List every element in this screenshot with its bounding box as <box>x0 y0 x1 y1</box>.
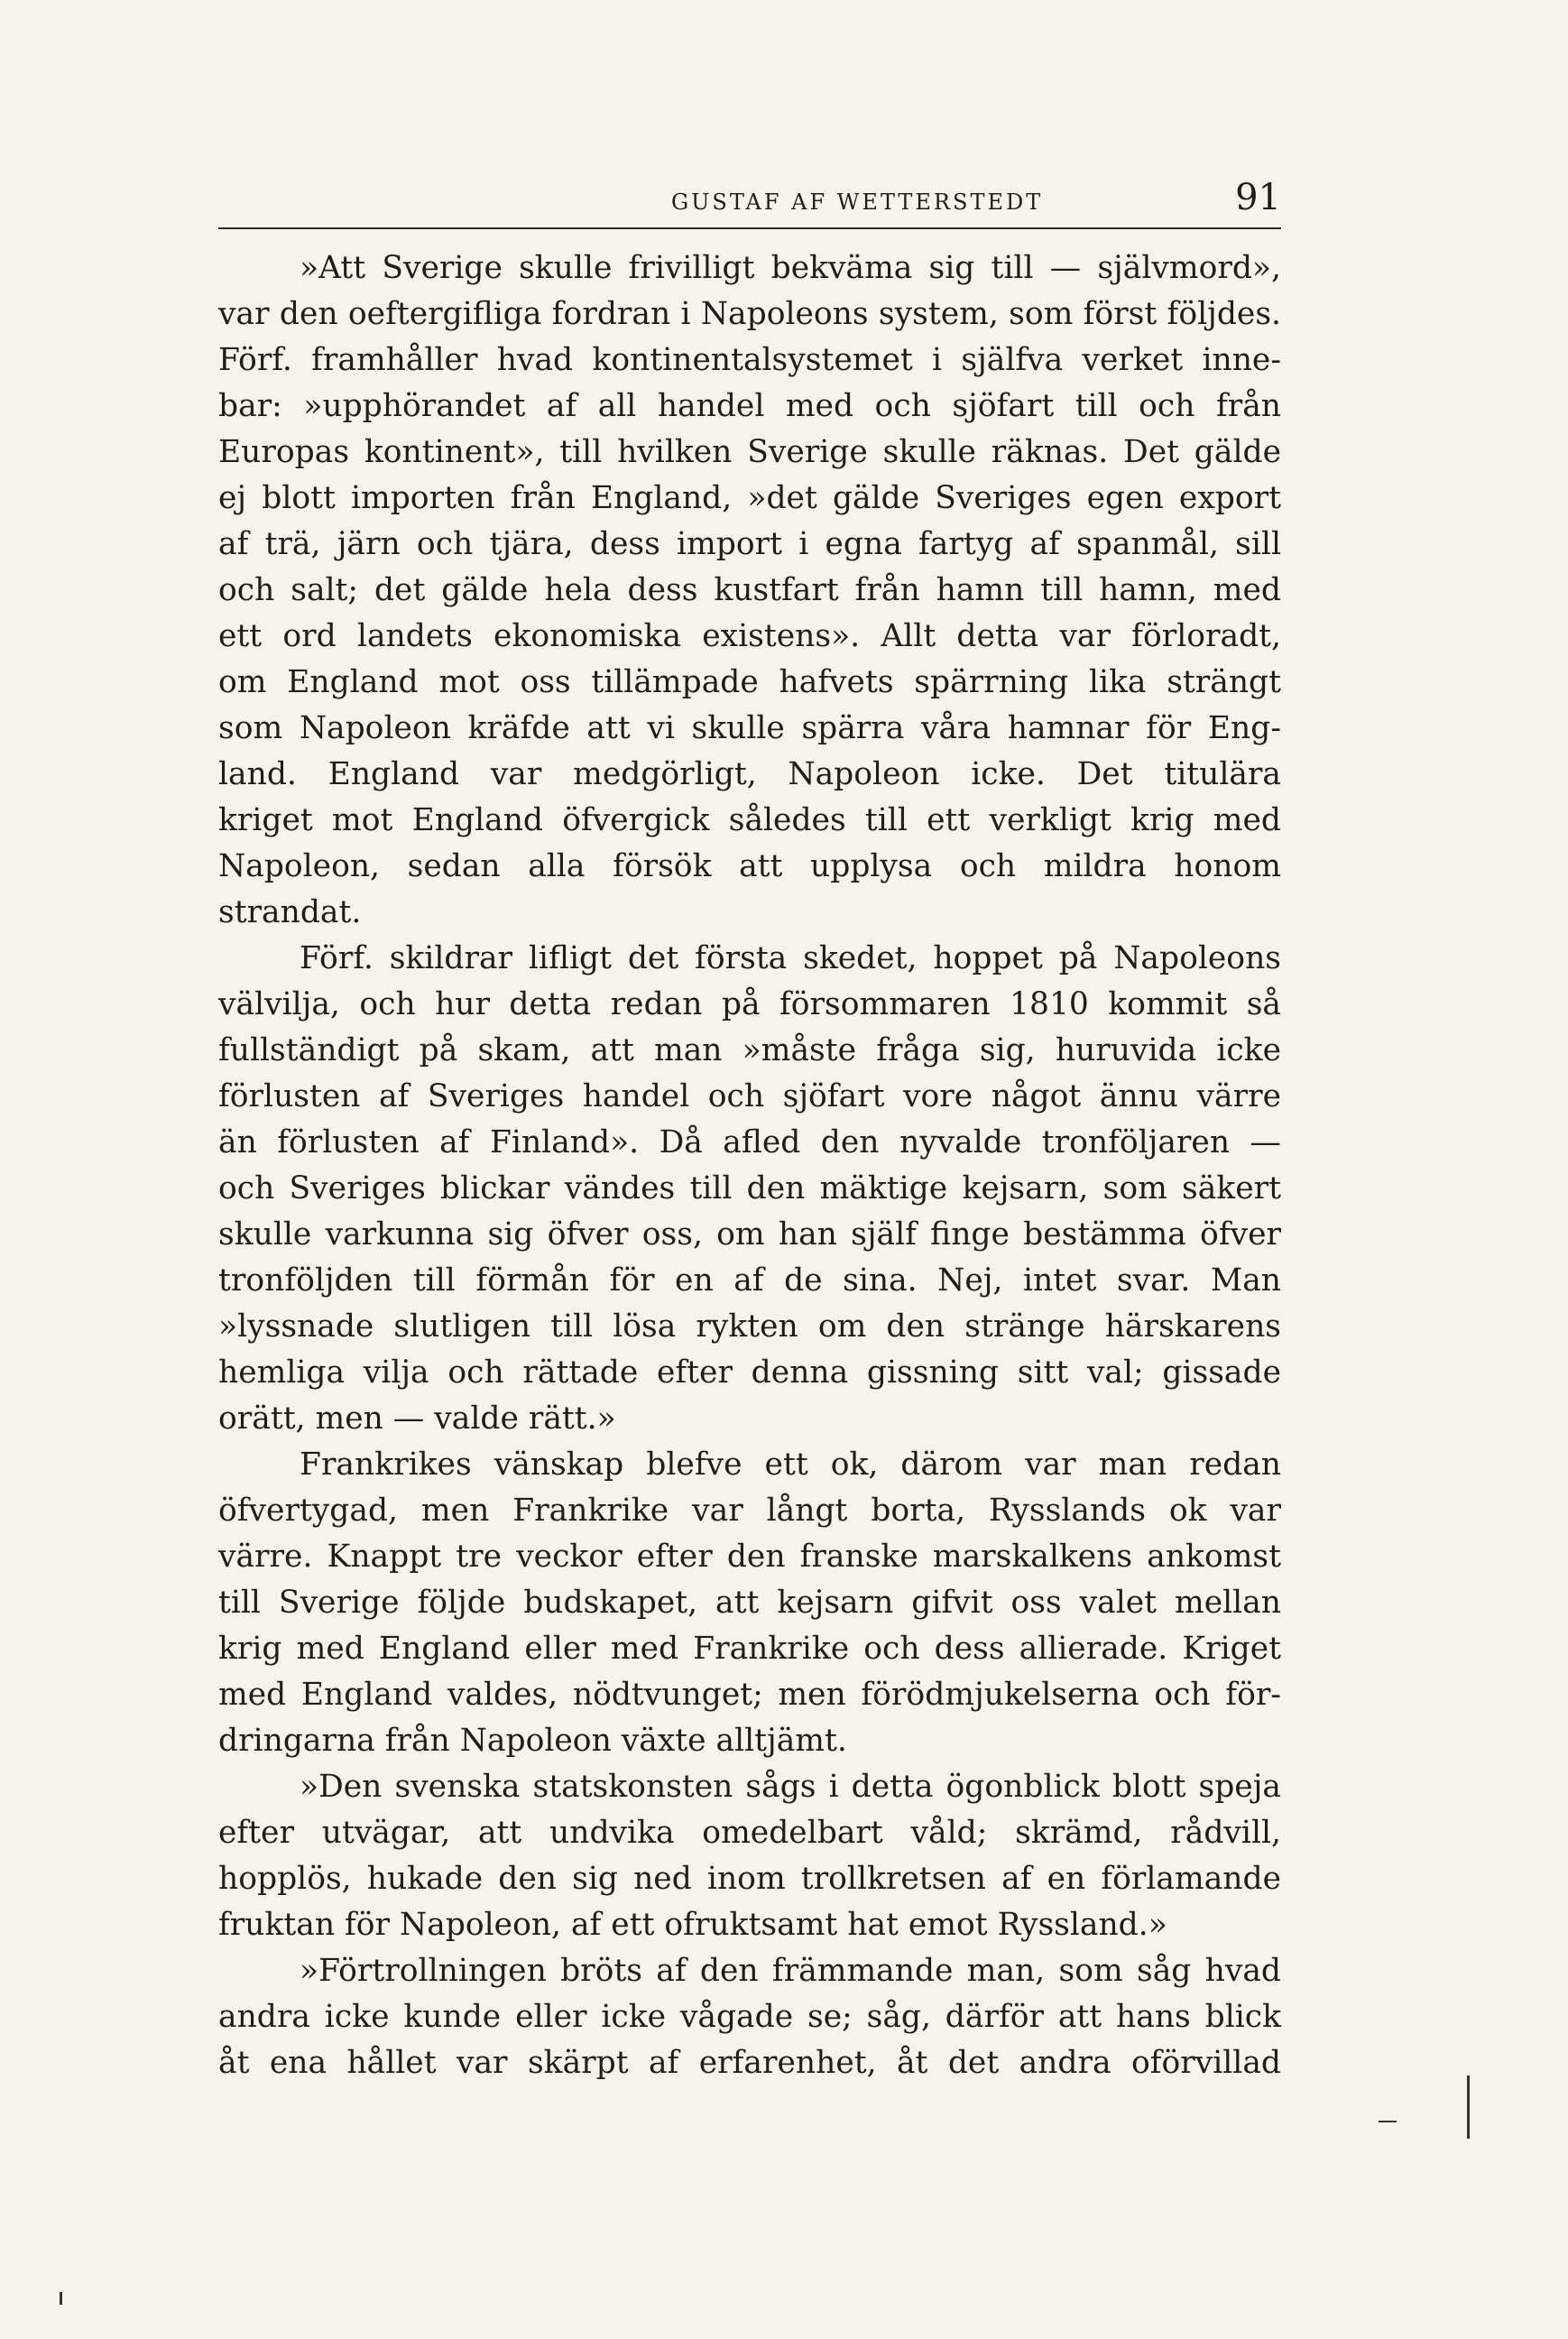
text-line: värre. Knappt tre veckor efter den franske marskalkens ankomst <box>218 1539 1281 1575</box>
text-line: land. England var medgörligt, Napoleon icke. Det titulära <box>218 756 1281 792</box>
text-line: Förf. framhåller hvad kontinentalsystemet i själfva verket inne- <box>218 342 1281 378</box>
running-head: GUSTAF AF WETTERSTEDT <box>671 190 1044 215</box>
text-line: »lyssnade slutligen till lösa rykten om den stränge härskarens <box>218 1308 1281 1345</box>
text-line: orätt, men — valde rätt.» <box>218 1401 616 1437</box>
body-text <box>218 245 1281 2086</box>
text-line: och Sveriges blickar vändes till den mäktige kejsarn, som säkert <box>218 1170 1281 1206</box>
text-line: åt ena hållet var skärpt af erfarenhet, åt det andra oförvillad <box>218 2045 1281 2081</box>
text-line: om England mot oss tillämpade hafvets spärrning lika strängt <box>218 664 1281 700</box>
text-line: med England valdes, nödtvunget; men förödmjukelserna och för- <box>218 1677 1281 1713</box>
text-line: bar: »upphörandet af all handel med och sjöfart till och från <box>218 388 1281 424</box>
text-line: hemliga vilja och rättade efter denna gissning sitt val; gissade <box>218 1354 1281 1391</box>
text-line: och salt; det gälde hela dess kustfart från hamn till hamn, med <box>218 572 1281 608</box>
text-line: »Att Sverige skulle frivilligt bekväma sig till — självmord», <box>300 250 1281 286</box>
text-line: »Förtrollningen bröts af den främmande man, som såg hvad <box>300 1953 1281 1989</box>
text-line: strandat. <box>218 894 362 930</box>
scan-mark <box>60 2292 62 2305</box>
text-line: skulle varkunna sig öfver oss, om han själf finge bestämma öfver <box>218 1216 1281 1253</box>
text-line: till Sverige följde budskapet, att kejsarn gifvit oss valet mellan <box>218 1585 1281 1621</box>
text-line: Napoleon, sedan alla försök att upplysa och mildra honom <box>218 848 1281 884</box>
page-number: 91 <box>1235 177 1281 218</box>
text-line: andra icke kunde eller icke vågade se; såg, därför att hans blick <box>218 1999 1281 2035</box>
text-line: dringarna från Napoleon växte alltjämt. <box>218 1723 847 1759</box>
text-line: »Den svenska statskonsten sågs i detta ögonblick blott speja <box>300 1769 1281 1805</box>
text-line: Förf. skildrar lifligt det första skedet, hoppet på Napoleons <box>300 940 1281 976</box>
text-line: ett ord landets ekonomiska existens». Allt detta var förloradt, <box>218 618 1281 654</box>
text-line: hopplös, hukade den sig ned inom trollkretsen af en förlamande <box>218 1861 1281 1897</box>
text-line: var den oeftergifliga fordran i Napoleons system, som först följdes. <box>218 296 1281 332</box>
text-line: tronföljden till förmån för en af de sina. Nej, intet svar. Man <box>218 1262 1281 1299</box>
text-line: ej blott importen från England, »det gälde Sveriges egen export <box>218 480 1281 516</box>
text-line: kriget mot England öfvergick således till ett verkligt krig med <box>218 802 1281 838</box>
text-line: efter utvägar, att undvika omedelbart våld; skrämd, rådvill, <box>218 1815 1281 1851</box>
text-line: välvilja, och hur detta redan på försommaren 1810 kommit så <box>218 986 1281 1022</box>
text-line: som Napoleon kräfde att vi skulle spärra våra hamnar för Eng- <box>218 710 1281 746</box>
header-rule <box>218 227 1281 229</box>
text-line: krig med England eller med Frankrike och dess allierade. Kriget <box>218 1631 1281 1667</box>
text-line: öfvertygad, men Frankrike var långt borta, Rysslands ok var <box>218 1493 1281 1529</box>
text-line: fruktan för Napoleon, af ett ofruktsamt hat emot Ryssland.» <box>218 1907 1167 1943</box>
text-line: Frankrikes vänskap blefve ett ok, därom var man redan <box>300 1447 1281 1483</box>
text-line: förlusten af Sveriges handel och sjöfart vore något ännu värre <box>218 1078 1281 1114</box>
text-line: af trä, järn och tjära, dess import i egna fartyg af spanmål, sill <box>218 526 1281 562</box>
text-line: Europas kontinent», till hvilken Sverige skulle räknas. Det gälde <box>218 434 1281 470</box>
text-line: fullständigt på skam, att man »måste fråga sig, huruvida icke <box>218 1032 1281 1068</box>
scan-mark <box>1467 2076 1470 2139</box>
text-line: än förlusten af Finland». Då afled den nyvalde tronföljaren — <box>218 1124 1281 1160</box>
page-header <box>218 177 1281 220</box>
scan-mark <box>1379 2121 1397 2122</box>
